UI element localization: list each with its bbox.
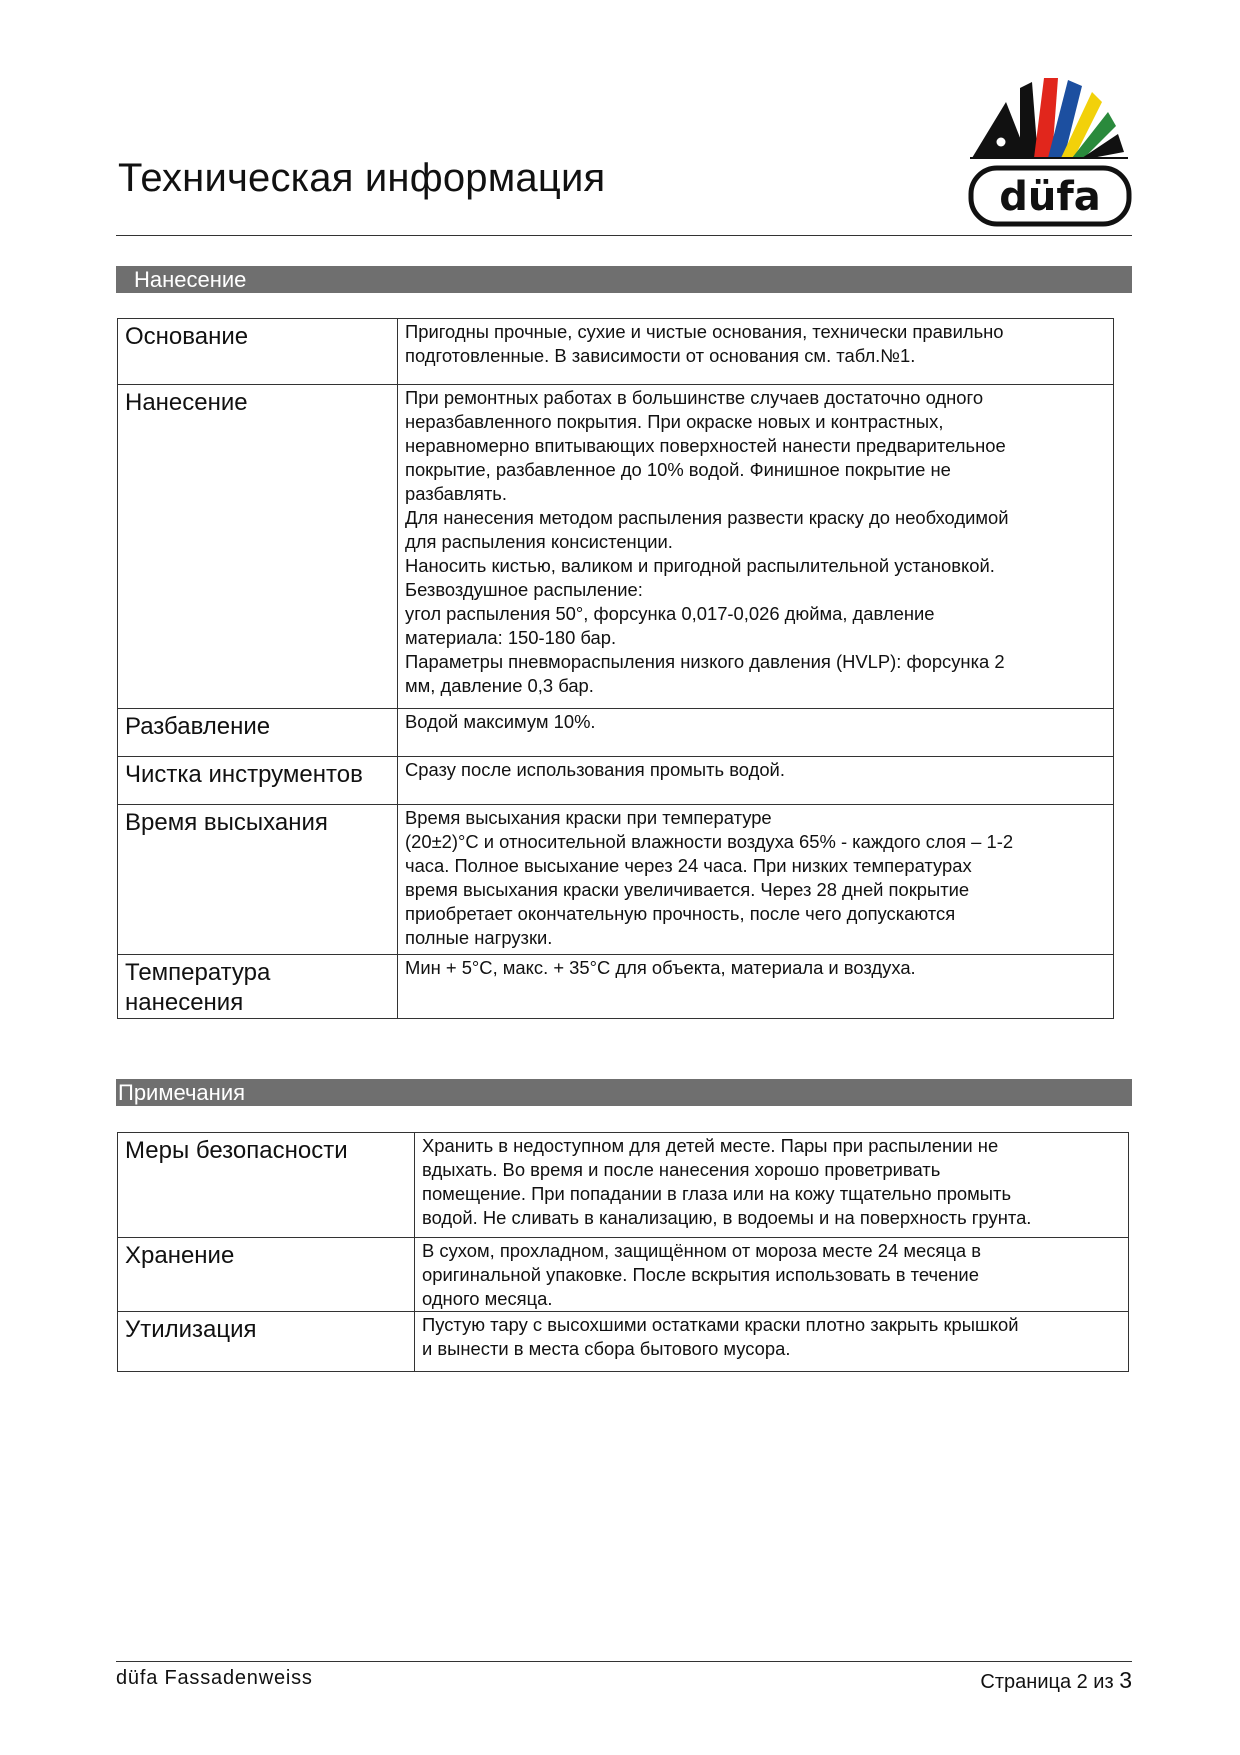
row-text: Время высыхания краски при температуре (20±2)°С и относительной влажности воздуха 65% - каждого слоя – 1-2 часа. Полное высыхание через 24 часа. При низких температурах время высыхания краски увеличивается. Через 28 дней покрытие приобретает окончательную прочность, после чего допускаются полные нагрузки. bbox=[398, 805, 1114, 955]
row-text: В сухом, прохладном, защищённом от мороза месте 24 месяца в оригинальной упаковке. После вскрытия использовать в течение одного месяца. bbox=[415, 1238, 1129, 1312]
table-row bbox=[118, 757, 1114, 805]
table-row bbox=[118, 805, 1114, 955]
application-table bbox=[117, 318, 1114, 1019]
row-label: Нанесение bbox=[118, 385, 398, 709]
row-label: Основание bbox=[118, 319, 398, 385]
row-text: Хранить в недоступном для детей месте. Пары при распылении не вдыхать. Во время и после нанесения хорошо проветривать помещение. При попадании в глаза или на кожу тщательно промыть водой. Не сливать в канализацию, в водоемы и на поверхность грунта. bbox=[415, 1133, 1129, 1238]
page-number-total: 3 bbox=[1119, 1667, 1132, 1693]
header-divider bbox=[116, 235, 1132, 236]
row-label: Хранение bbox=[118, 1238, 415, 1312]
row-label: Разбавление bbox=[118, 709, 398, 757]
table-row bbox=[118, 319, 1114, 385]
table-row bbox=[118, 709, 1114, 757]
row-text: Мин + 5°С, макс. + 35°С для объекта, материала и воздуха. bbox=[398, 955, 1114, 1019]
color-fan-icon bbox=[970, 78, 1128, 158]
row-label: Меры безопасности bbox=[118, 1133, 415, 1238]
row-text: Сразу после использования промыть водой. bbox=[398, 757, 1114, 805]
table-row bbox=[118, 1133, 1129, 1238]
row-text: Пустую тару с высохшими остатками краски плотно закрыть крышкой и вынести в места сбора бытового мусора. bbox=[415, 1312, 1129, 1372]
row-label: Чистка инструментов bbox=[118, 757, 398, 805]
table-row bbox=[118, 385, 1114, 709]
page-number bbox=[980, 1667, 1132, 1694]
logo-wordmark: düfa bbox=[999, 174, 1101, 220]
row-text: Водой максимум 10%. bbox=[398, 709, 1114, 757]
page-number-prefix: Страница 2 из bbox=[980, 1671, 1120, 1693]
footer-product-name: düfa Fassadenweiss bbox=[116, 1667, 313, 1689]
section-header-application: Нанесение bbox=[116, 266, 1132, 293]
row-text: При ремонтных работах в большинстве случаев достаточно одного неразбавленного покрытия. При окраске новых и контрастных, неравномерно впитывающих поверхностей нанести предварительное покрытие, разбавленное до 10% водой. Финишное покрытие не разбавлять. Для нанесения методом распыления развести краску до необходимой для распыления консистенции. Наносить кистью, валиком и пригодной распылительной установкой. Безвоздушное распыление: угол распыления 50°, форсунка 0,017-0,026 дюйма, давление материала: 150-180 бар. Параметры пневмораспыления низкого давления (HVLP): форсунка 2 мм, давление 0,3 бар. bbox=[398, 385, 1114, 709]
section-header-notes: Примечания bbox=[116, 1079, 1132, 1106]
row-label: Утилизация bbox=[118, 1312, 415, 1372]
dufa-logo bbox=[968, 72, 1134, 232]
footer-divider bbox=[116, 1661, 1132, 1662]
table-row bbox=[118, 1238, 1129, 1312]
row-label: Время высыхания bbox=[118, 805, 398, 955]
row-text: Пригодны прочные, сухие и чистые основания, технически правильно подготовленные. В зависимости от основания см. табл.№1. bbox=[398, 319, 1114, 385]
page-title: Техническая информация bbox=[118, 156, 606, 200]
notes-table bbox=[117, 1132, 1129, 1372]
table-row bbox=[118, 955, 1114, 1019]
row-label: Температура нанесения bbox=[118, 955, 398, 1019]
table-row bbox=[118, 1312, 1129, 1372]
